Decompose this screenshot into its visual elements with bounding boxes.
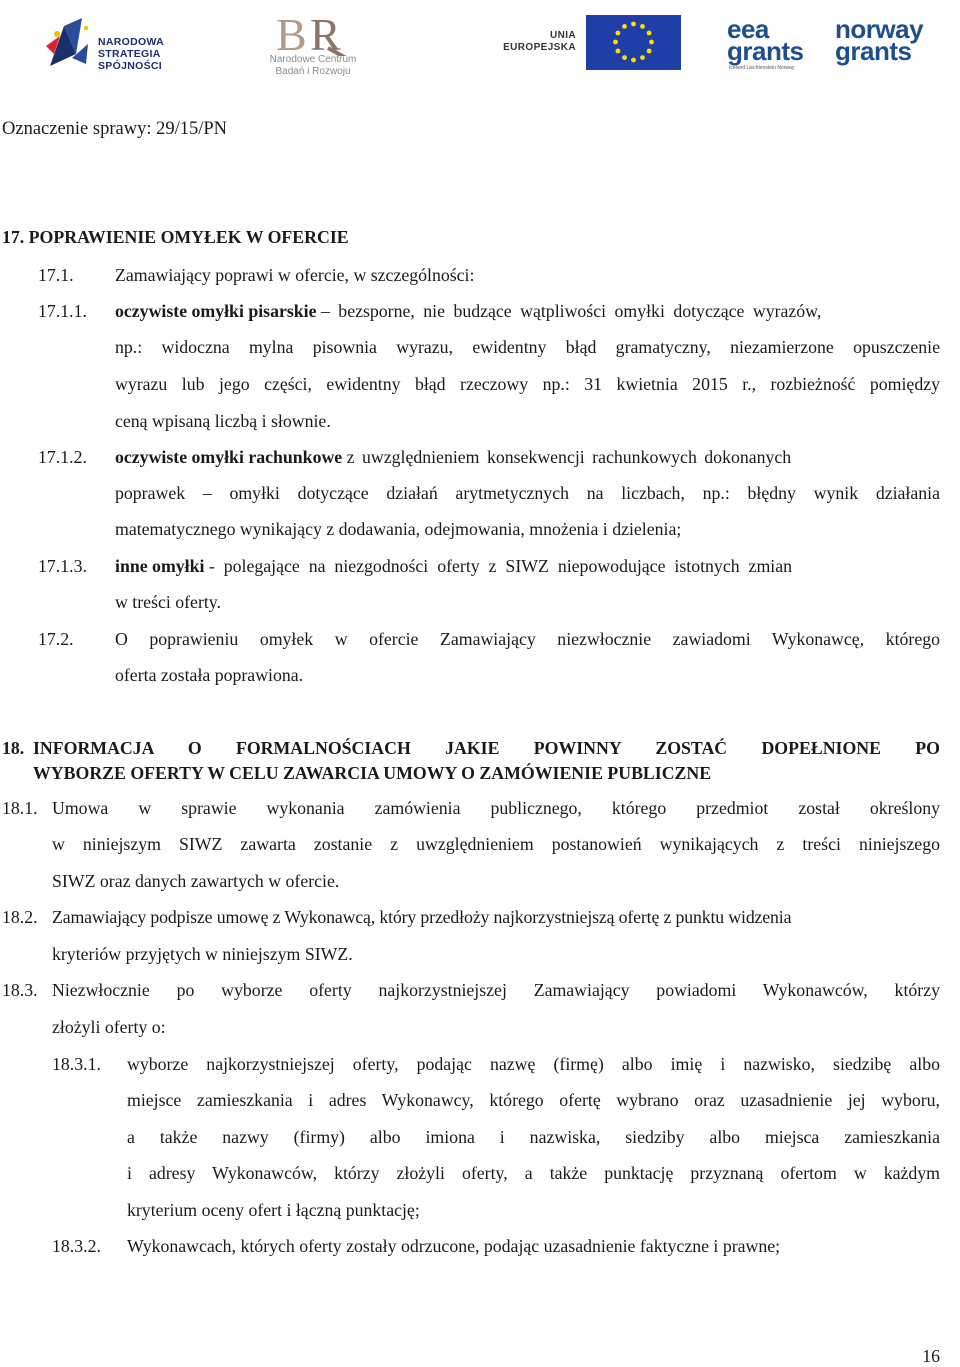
item-18-3-1-line-1: wyborze najkorzystniejszej oferty, podając nazwę (firmę) albo imię i nazwisko, siedzibę albo <box>127 1054 940 1074</box>
ncbr-mark-icon <box>258 8 398 56</box>
item-17-2-line-1: O poprawieniu omyłek w ofercie Zamawiający niezwłocznie zawiadomi Wykonawcę, którego <box>115 629 940 649</box>
item-18-3-number: 18.3. <box>2 980 38 1000</box>
nss-mark-icon <box>42 14 94 72</box>
item-17-1-3-line-2: w treści oferty. <box>115 592 221 612</box>
item-17-2-line-2: oferta została poprawiona. <box>115 665 304 685</box>
item-17-1-2-number: 17.1.2. <box>38 447 87 467</box>
item-18-3-1-line-4: i adresy Wykonawców, którzy złożyli oferty, a także punktację przyznaną ofertom w każdym <box>127 1163 940 1183</box>
item-18-1-number: 18.1. <box>2 798 38 818</box>
norway-grants-logo <box>835 14 960 73</box>
item-17-1-3-lead: inne omyłki <box>115 556 205 576</box>
item-18-3-2-line-1: Wykonawcach, których oferty zostały odrzucone, podając uzasadnienie faktyczne i prawne; <box>127 1236 781 1256</box>
item-18-1-line-1: Umowa w sprawie wykonania zamówienia publicznego, którego przedmiot został określony <box>52 798 940 818</box>
unia-europejska-logo <box>498 15 683 70</box>
svg-text:B: B <box>276 9 307 56</box>
item-17-1-1-lead: oczywiste omyłki pisarskie <box>115 301 317 321</box>
eea-grants-subtitle: Iceland Liechtenstein Norway <box>729 65 795 71</box>
item-17-1-1-line-4: ceną wpisaną liczbą i słownie. <box>115 411 331 431</box>
ue-logo-text: UNIA EUROPEJSKA <box>503 30 576 53</box>
item-18-1-line-2: w niniejszym SIWZ zawarta zostanie z uwzględnieniem postanowień wynikających z treści niniejszego <box>52 834 940 854</box>
eea-grants-logo-text: eea grants <box>727 14 804 66</box>
eea-grants-logo <box>727 14 822 73</box>
eu-flag-icon <box>586 15 681 70</box>
item-18-3-1-line-5: kryterium oceny ofert i łączną punktację; <box>127 1200 420 1220</box>
item-17-1-2-line-3: matematycznego wynikający z dodawania, odejmowania, mnożenia i dzielenia; <box>115 519 682 539</box>
item-17-2-number: 17.2. <box>38 629 74 649</box>
item-18-3-line-1: Niezwłocznie po wyborze oferty najkorzystniejszej Zamawiający powiadomi Wykonawców, którzy <box>52 980 940 1000</box>
item-17-1-1-text: – bezsporne, nie budzące wątpliwości omyłki dotyczące wyrazów, <box>320 301 822 321</box>
item-18-2-number: 18.2. <box>2 907 38 927</box>
page-number: 16 <box>922 1346 940 1366</box>
item-17-1-1-number: 17.1.1. <box>38 301 87 321</box>
section-18-number: 18. <box>2 738 25 758</box>
item-18-3-1-line-3: a także nazwy (firmy) albo imiona i nazwiska, siedziby albo miejsca zamieszkania <box>127 1127 940 1147</box>
section-18-title-line-1: INFORMACJA O FORMALNOŚCIACH JAKIE POWINNY ZOSTAĆ DOPEŁNIONE PO <box>33 738 940 758</box>
item-17-1-2-line-2: poprawek – omyłki dotyczące działań arytmetycznych na liczbach, np.: błędny wynik działania <box>115 483 940 503</box>
norway-grants-logo-text: norway grants <box>835 14 924 66</box>
svg-text:R: R <box>310 9 341 56</box>
item-17-1-1-line-2: np.: widoczna mylna pisownia wyrazu, ewidentny błąd gramatyczny, niezamierzone opuszczenie <box>115 337 940 357</box>
section-18-title-line-2: WYBORZE OFERTY W CELU ZAWARCIA UMOWY O ZAMÓWIENIE PUBLICZNE <box>33 763 712 783</box>
item-17-1-3-text: - polegające na niezgodności oferty z SIWZ niepowodujące istotnych zmian <box>208 556 792 576</box>
item-17-1-2-text: z uwzględnieniem konsekwencji rachunkowych dokonanych <box>346 447 792 467</box>
item-17-1-2-lead: oczywiste omyłki rachunkowe <box>115 447 343 467</box>
nss-logo-text: NARODOWA STRATEGIA SPÓJNOŚCI <box>98 36 164 72</box>
case-reference: Oznaczenie sprawy: 29/15/PN <box>2 119 228 139</box>
item-17-1-number: 17.1. <box>38 265 74 285</box>
item-18-1-line-3: SIWZ oraz danych zawartych w ofercie. <box>52 871 340 891</box>
item-17-1-3-line-1 <box>115 555 940 577</box>
item-18-2-line-1: Zamawiający podpisze umowę z Wykonawcą, który przedłoży najkorzystniejszą ofertę z punktu widzenia <box>52 907 792 927</box>
item-17-1-text: Zamawiający poprawi w ofercie, w szczególności: <box>115 265 475 285</box>
item-17-1-2-line-1 <box>115 446 940 468</box>
narodowa-strategia-logo <box>42 14 212 72</box>
ncbr-logo <box>258 8 398 84</box>
section-17-title: 17. POPRAWIENIE OMYŁEK W OFERCIE <box>2 227 349 247</box>
item-17-1-1-line-3: wyrazu lub jego części, ewidentny błąd rzeczowy np.: 31 kwietnia 2015 r., rozbieżność pomiędzy <box>115 374 940 394</box>
item-17-1-1-line-1 <box>115 300 940 322</box>
item-18-3-1-number: 18.3.1. <box>52 1054 101 1074</box>
item-17-1-3-number: 17.1.3. <box>38 556 87 576</box>
item-18-3-line-2: złożyli oferty o: <box>52 1017 166 1037</box>
item-18-3-2-number: 18.3.2. <box>52 1236 101 1256</box>
logo-bar <box>0 0 960 90</box>
item-18-2-line-2: kryteriów przyjętych w niniejszym SIWZ. <box>52 944 353 964</box>
item-18-3-1-line-2: miejsce zamieszkania i adres Wykonawcy, którego ofertę wybrano oraz uzasadnienie jej wyboru, <box>127 1090 940 1110</box>
ncbr-logo-text: Narodowe Centrum Badań i Rozwoju <box>269 54 357 77</box>
